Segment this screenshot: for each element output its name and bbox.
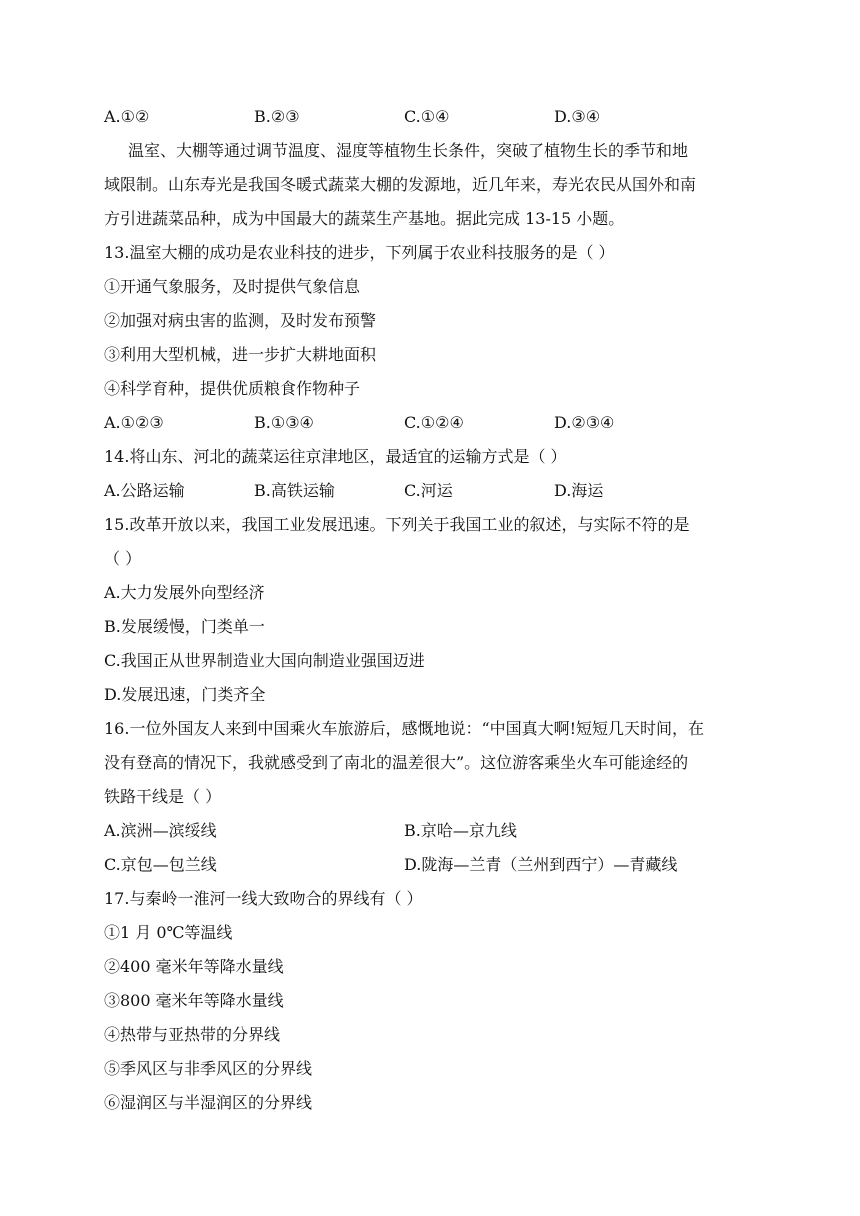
q13-item-4: ④科学育种，提供优质粮食作物种子 bbox=[104, 379, 361, 398]
q14-option-a: A.公路运输 bbox=[104, 481, 185, 500]
q16-option-a: A.滨洲—滨绥线 bbox=[104, 821, 217, 840]
q14-options bbox=[104, 474, 764, 508]
q12-option-c: C.①④ bbox=[404, 107, 450, 126]
question-17 bbox=[104, 882, 764, 1120]
q16-stem-line-3: 铁路干线是（ ） bbox=[104, 787, 222, 806]
q14-option-b: B.高铁运输 bbox=[254, 481, 335, 500]
q12-option-a: A.①② bbox=[104, 107, 150, 126]
passage-line-3: 方引进蔬菜品种，成为中国最大的蔬菜生产基地。据此完成 13-15 小题。 bbox=[104, 209, 625, 228]
q16-stem-line-2: 没有登高的情况下，我就感受到了南北的温差很大”。这位游客乘坐火车可能途经的 bbox=[104, 753, 689, 772]
q15-option-c: C.我国正从世界制造业大国向制造业强国迈进 bbox=[104, 651, 425, 670]
passage-line-1: 温室、大棚等通过调节温度、湿度等植物生长条件，突破了植物生长的季节和地 bbox=[128, 141, 689, 160]
question-15 bbox=[104, 508, 764, 712]
exam-page bbox=[104, 100, 764, 1120]
q12-option-b: B.②③ bbox=[254, 107, 300, 126]
q16-option-d: D.陇海—兰青（兰州到西宁）—青藏线 bbox=[404, 855, 678, 874]
q17-stem: 17.与秦岭一淮河一线大致吻合的界线有（ ） bbox=[104, 889, 423, 908]
q16-option-b: B.京哈—京九线 bbox=[404, 821, 517, 840]
q17-item-6: ⑥湿润区与半湿润区的分界线 bbox=[104, 1093, 313, 1112]
question-14 bbox=[104, 440, 764, 508]
q14-option-c: C.河运 bbox=[404, 481, 453, 500]
q13-option-c: C.①②④ bbox=[404, 413, 464, 432]
q15-option-b: B.发展缓慢，门类单一 bbox=[104, 617, 265, 636]
q16-options-row-1 bbox=[104, 814, 764, 848]
question-13 bbox=[104, 236, 764, 440]
q14-stem: 14.将山东、河北的蔬菜运往京津地区，最适宜的运输方式是（ ） bbox=[104, 447, 567, 466]
q17-item-3: ③800 毫米年等降水量线 bbox=[104, 991, 284, 1010]
q17-item-2: ②400 毫米年等降水量线 bbox=[104, 957, 284, 976]
q15-option-d: D.发展迅速，门类齐全 bbox=[104, 685, 266, 704]
q13-item-2: ②加强对病虫害的监测，及时发布预警 bbox=[104, 311, 377, 330]
q13-option-b: B.①③④ bbox=[254, 413, 314, 432]
q13-item-3: ③利用大型机械，进一步扩大耕地面积 bbox=[104, 345, 377, 364]
question-16 bbox=[104, 712, 764, 882]
q15-stem-line-2: （ ） bbox=[104, 549, 142, 568]
q17-item-1: ①1 月 0℃等温线 bbox=[104, 923, 233, 942]
q13-option-a: A.①②③ bbox=[104, 413, 164, 432]
q15-stem-line-1: 15.改革开放以来，我国工业发展迅速。下列关于我国工业的叙述，与实际不符的是 bbox=[104, 515, 690, 534]
q13-stem: 13.温室大棚的成功是农业科技的进步，下列属于农业科技服务的是（ ） bbox=[104, 243, 615, 262]
q13-item-1: ①开通气象服务，及时提供气象信息 bbox=[104, 277, 361, 296]
q17-item-4: ④热带与亚热带的分界线 bbox=[104, 1025, 281, 1044]
q12-options bbox=[104, 100, 764, 134]
q17-item-5: ⑤季风区与非季风区的分界线 bbox=[104, 1059, 313, 1078]
q15-option-a: A.大力发展外向型经济 bbox=[104, 583, 265, 602]
q14-option-d: D.海运 bbox=[554, 481, 604, 500]
q13-options bbox=[104, 406, 764, 440]
q16-option-c: C.京包—包兰线 bbox=[104, 855, 217, 874]
passage bbox=[104, 134, 764, 236]
q16-stem-line-1: 16.一位外国友人来到中国乘火车旅游后，感慨地说：“中国真大啊!短短几天时间，在 bbox=[104, 719, 705, 738]
q13-option-d: D.②③④ bbox=[554, 413, 615, 432]
q12-option-d: D.③④ bbox=[554, 107, 601, 126]
passage-line-2: 域限制。山东寿光是我国冬暖式蔬菜大棚的发源地，近几年来，寿光农民从国外和南 bbox=[104, 175, 697, 194]
q16-options-row-2 bbox=[104, 848, 764, 882]
